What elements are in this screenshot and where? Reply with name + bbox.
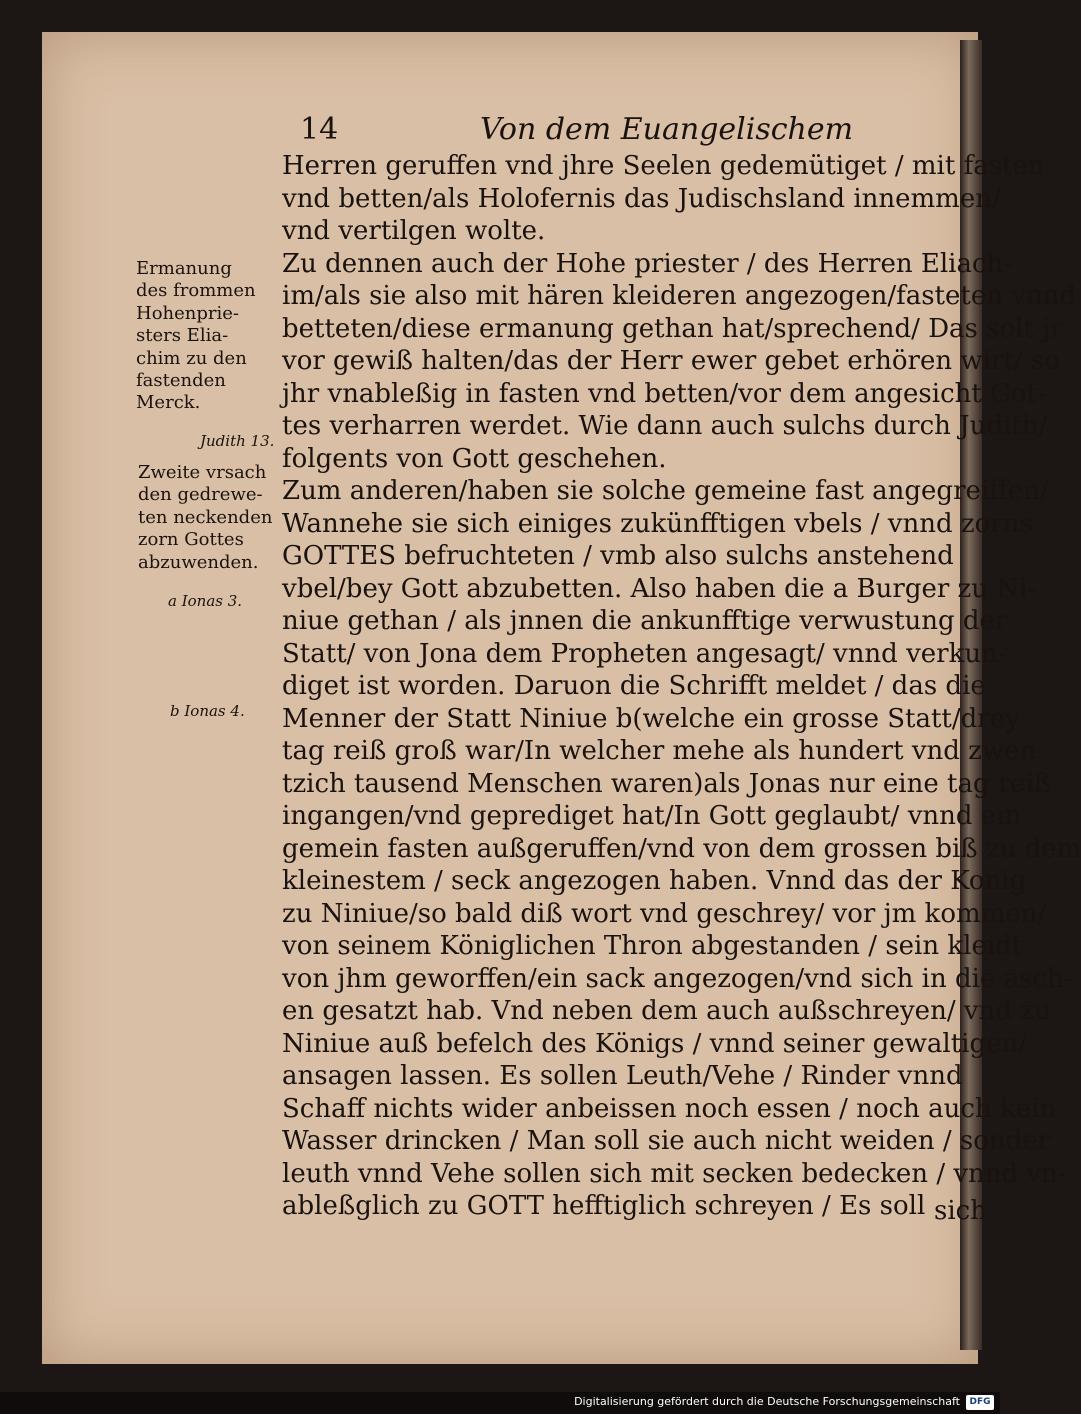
text-line: Zum anderen/haben sie solche gemeine fast angegreiffen/ <box>282 476 1049 506</box>
margin-note-line: chim zu den <box>136 347 247 369</box>
body-text <box>282 150 1081 1223</box>
text-line: tag reiß groß war/In welcher mehe als hundert vnd zwen- <box>282 736 1046 766</box>
margin-note-line: des frommen <box>136 280 256 302</box>
text-line: ansagen lassen. Es sollen Leuth/Vehe / Rinder vnnd <box>282 1061 963 1091</box>
margin-ref-ionas-3: a Ionas 3. <box>168 592 243 610</box>
text-line: von jhm geworffen/ein sack angezogen/vnd sich in die asch- <box>282 963 1073 994</box>
text-line: Schaff nichts wider anbeissen noch essen / noch auch kein <box>282 1093 1057 1124</box>
margin-ref-ionas-4: b Ionas 4. <box>170 702 245 720</box>
text-line: Wannehe sie sich einiges zukünfftigen vbels / vnnd zorns <box>282 508 1033 539</box>
text-line: tzich tausend Menschen waren)als Jonas nur eine tag reiß <box>282 768 1052 799</box>
text-line: Menner der Statt Niniue b(welche ein grosse Statt/drey <box>282 703 1020 734</box>
catchword: sich <box>934 1196 987 1226</box>
text-line: GOTTES befruchteten / vmb also sulchs anstehend <box>282 541 954 571</box>
margin-ref-judith: Judith 13. <box>200 432 275 450</box>
text-line: vbel/bey Gott abzubetten. Also haben die a Burger zu Ni- <box>282 573 1037 604</box>
margin-note-line: Zweite vrsach <box>138 462 267 483</box>
text-line: vnd vertilgen wolte. <box>282 216 546 246</box>
margin-note-zweite-ursach <box>138 462 296 574</box>
margin-note-line: abzuwenden. <box>138 551 259 573</box>
margin-note-line: zorn Gottes <box>138 529 244 551</box>
margin-note-line: Hohenprie- <box>136 302 239 324</box>
margin-note-line: sters Elia- <box>136 325 229 347</box>
text-line: von seinem Königlichen Thron abgestanden / sein kleidt <box>282 931 1023 961</box>
page-number: 14 <box>300 112 339 147</box>
text-line: en gesatzt hab. Vnd neben dem auch außschreyen/ vnd zu <box>282 996 1051 1026</box>
text-line: Niniue auß befelch des Königs / vnnd seiner gewaltigen/ <box>282 1028 1028 1059</box>
footer-credit: Digitalisierung gefördert durch die Deutsche Forschungsgemeinschaft <box>574 1395 960 1408</box>
text-line: ableßglich zu GOTT hefftiglich schreyen / Es soll <box>282 1191 926 1221</box>
text-line: tes verharren werdet. Wie dann auch sulchs durch Judith/ <box>282 411 1048 441</box>
text-line: jhr vnableßig in fasten vnd betten/vor dem angesicht Got- <box>282 378 1046 409</box>
text-line: ingangen/vnd geprediget hat/In Gott geglaubt/ vnnd ein <box>282 801 1022 831</box>
text-line: gemein fasten außgeruffen/vnd von dem grossen biß zu dem <box>282 833 1081 864</box>
margin-note-ermanung <box>136 258 294 415</box>
margin-note-line: den gedrewe- <box>138 484 263 506</box>
margin-note-line: Ermanung <box>136 258 232 279</box>
dfg-logo: DFG <box>966 1395 994 1410</box>
text-line: kleinestem / seck angezogen haben. Vnnd das der Konig <box>282 866 1027 896</box>
text-line: Herren geruffen vnd jhre Seelen gedemütiget / mit fasten <box>282 151 1045 181</box>
running-title: Von dem Euangelischem <box>480 112 854 147</box>
text-line: Statt/ von Jona dem Propheten angesagt/ vnnd verkun- <box>282 638 1007 669</box>
margin-note-line: Merck. <box>136 392 201 414</box>
text-line: leuth vnnd Vehe sollen sich mit secken bedecken / vnnd vn- <box>282 1158 1067 1189</box>
text-line: vor gewiß halten/das der Herr ewer gebet erhören wirt/ so <box>282 346 1060 376</box>
text-line: Wasser drincken / Man soll sie auch nicht weiden / sonder <box>282 1126 1051 1156</box>
text-line: vnd betten/als Holofernis das Judischsland innemmen/ <box>282 183 1001 214</box>
text-line: zu Niniue/so bald diß wort vnd geschrey/ vor jm kommen/ <box>282 898 1047 929</box>
text-line: Zu dennen auch der Hohe priester / des Herren Eliach- <box>282 248 1013 279</box>
text-line: betteten/diese ermanung gethan hat/sprechend/ Das solt jr <box>282 313 1063 344</box>
text-line: niue gethan / als jnnen die ankunfftige verwustung der <box>282 606 1008 636</box>
footer-bar <box>0 1392 1000 1414</box>
text-line: im/als sie also mit hären kleideren angezogen/fasteten vnnd <box>282 281 1077 311</box>
page-header <box>0 112 1000 152</box>
margin-note-line: fastenden <box>136 369 226 391</box>
text-line: folgents von Gott geschehen. <box>282 443 667 474</box>
text-line: diget ist worden. Daruon die Schrifft meldet / das die <box>282 671 986 701</box>
margin-note-line: ten neckenden <box>138 506 273 528</box>
